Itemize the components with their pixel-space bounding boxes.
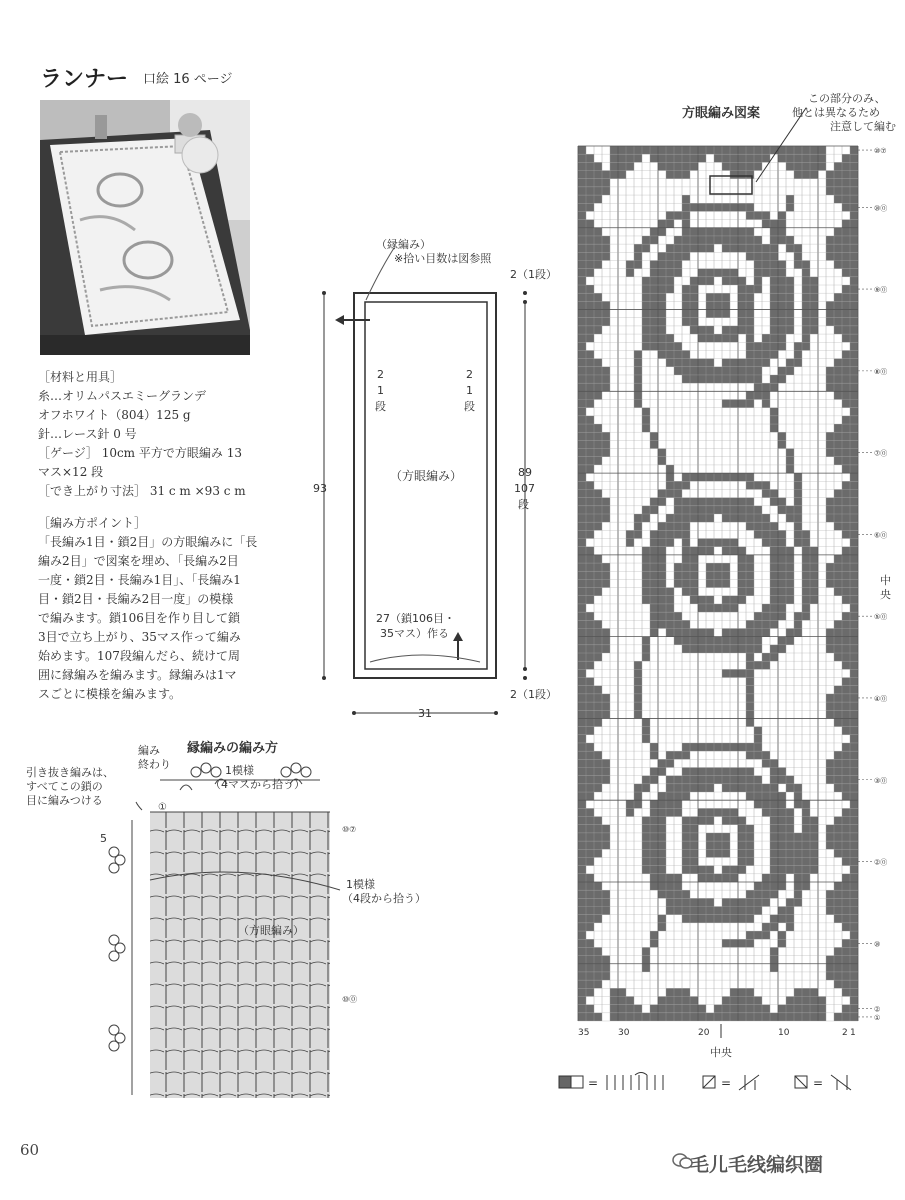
left-rows-value: 2 [377, 368, 384, 381]
materials-line: ［材料と用具］ [38, 370, 123, 384]
materials-line: ［でき上がり寸法］ 31 c m ×93 c m [38, 484, 246, 498]
schematic-diagram [310, 230, 560, 730]
height-rows-unit: 段 [518, 498, 529, 511]
page-title: ランナー [40, 67, 129, 92]
filet-grid [578, 146, 858, 1021]
top-rows-label: 2（1段） [510, 268, 557, 281]
row-label: ② [874, 1005, 881, 1014]
instructions-line: 目・鎖2目・長編み2目一度」の模様 [38, 592, 234, 606]
materials-section [38, 368, 278, 501]
edge-label: （縁編み） [376, 238, 431, 251]
height-rows: 107 [514, 482, 535, 495]
page-number: 60 [20, 1141, 40, 1159]
instructions-line: 始めます。107段編んだら、続けて周 [38, 649, 240, 663]
pattern-repeat-1-note: （4マスから拾う） [210, 778, 305, 791]
right-rows-value: 2 [466, 368, 473, 381]
row-label: ⑩⓪ [874, 204, 888, 213]
row-100-marker: ⑩⓪ [342, 995, 358, 1004]
row-label: ⑧⓪ [874, 367, 888, 376]
row-label: ⑥⓪ [874, 531, 888, 540]
row-label: ⑩⑦ [874, 147, 887, 156]
col-label: 10 [778, 1028, 790, 1038]
bottom-rows-label: 2（1段） [510, 688, 557, 701]
center-right-2: 央 [880, 588, 891, 601]
row-label: ⑤⓪ [874, 613, 888, 622]
col-labels [578, 1028, 856, 1038]
product-photo [40, 100, 250, 355]
stitch-legend [555, 1070, 885, 1100]
instructions-line: 編み2目」で図案を埋め、「長編み2目 [38, 554, 239, 568]
mesh-center-label: （方眼編み） [390, 469, 463, 483]
edge-note: ※拾い目数は図参照 [394, 252, 492, 265]
chart-note-1: この部分のみ、 [808, 92, 886, 105]
slip-note-2: すべてこの鎖の [26, 780, 103, 793]
legend-eq-1: = [588, 1076, 599, 1090]
col-label: 30 [618, 1028, 630, 1038]
row-label: ① [874, 1013, 881, 1022]
left-rows-unit: 段 [375, 400, 386, 413]
row-label: ②⓪ [874, 858, 888, 867]
col-label: 2 [842, 1028, 848, 1038]
slip-note-1: 引き抜き編みは、 [26, 766, 114, 779]
slip-note-3: 目に編みつける [26, 794, 103, 807]
pattern-repeat-2: 1模様 [346, 878, 375, 891]
instructions-line: スごとに模様を編みます。 [38, 687, 182, 701]
row-label: ③⓪ [874, 776, 888, 785]
right-rows-unit: 段 [464, 400, 475, 413]
left-rows-count: 1 [377, 384, 384, 397]
height-cm: 93 [313, 482, 327, 495]
instructions-line: ［編み方ポイント］ [38, 516, 147, 530]
start-note-line1: 27（鎖106目・ [376, 612, 455, 625]
center-bottom-label: 中央 [710, 1046, 732, 1059]
pattern-repeat-2-note: （4段から拾う） [342, 892, 426, 905]
edging-title: 縁編みの編み方 [187, 741, 279, 756]
instructions-line: で編みます。鎖106目を作り目して鎖 [38, 611, 240, 625]
col-label: 35 [578, 1028, 590, 1038]
legend-eq-2: = [721, 1076, 732, 1090]
materials-line: オフホワイト（804）125 g [38, 408, 191, 422]
instructions-line: 「長編み1目・鎖2目」の方眼編みに「長 [38, 535, 258, 549]
right-rows-count: 1 [466, 384, 473, 397]
edging-diagram [20, 740, 440, 1100]
row-label: ⑦⓪ [874, 449, 888, 458]
materials-line: 針…レース針 0 号 [38, 427, 137, 441]
instructions-line: 3目で立ち上がり、35マス作って編み [38, 630, 241, 644]
start-note-line2: 35マス）作る [380, 627, 449, 640]
finish-label-1: 編み [138, 744, 160, 757]
finish-label-2: 終わり [138, 758, 171, 771]
mesh-label: （方眼編み） [238, 924, 304, 937]
row-107-marker: ⑩⑦ [342, 825, 357, 834]
instructions-section [38, 514, 278, 704]
chart-title: 方眼編み図案 [682, 106, 761, 121]
page-subtitle: 口絵 16 ページ [143, 72, 233, 87]
legend-eq-3: = [813, 1076, 824, 1090]
col-label: 20 [698, 1028, 710, 1038]
materials-line: 糸…オリムパスエミーグランデ [38, 389, 207, 403]
row-label: ④⓪ [874, 694, 888, 703]
chart-note-3: 注意して編む [830, 120, 896, 133]
row-one-marker: ① [158, 802, 167, 813]
filet-chart [570, 88, 905, 1068]
width-cm: 31 [418, 707, 432, 720]
col-label: 1 [850, 1028, 856, 1038]
pattern-repeat-1: 1模様 [225, 764, 254, 777]
height-cm-right: 89 [518, 466, 532, 479]
chart-note-2: 他とは異なるため [792, 106, 880, 119]
instructions-line: 一度・鎖2目・長編み1目」、「長編み1 [38, 573, 241, 587]
materials-line: マス×12 段 [38, 465, 104, 479]
count-five: 5 [100, 832, 107, 845]
row-label: ⑨⓪ [874, 286, 888, 295]
materials-line: ［ゲージ］ 10cm 平方で方眼編み 13 [38, 446, 242, 460]
center-right-1: 中 [880, 574, 891, 587]
row-label: ⑩ [874, 940, 881, 949]
watermark: 毛儿毛线编织圈 [690, 1154, 824, 1176]
instructions-line: 囲に縁編みを編みます。縁編みは1マ [38, 668, 237, 682]
